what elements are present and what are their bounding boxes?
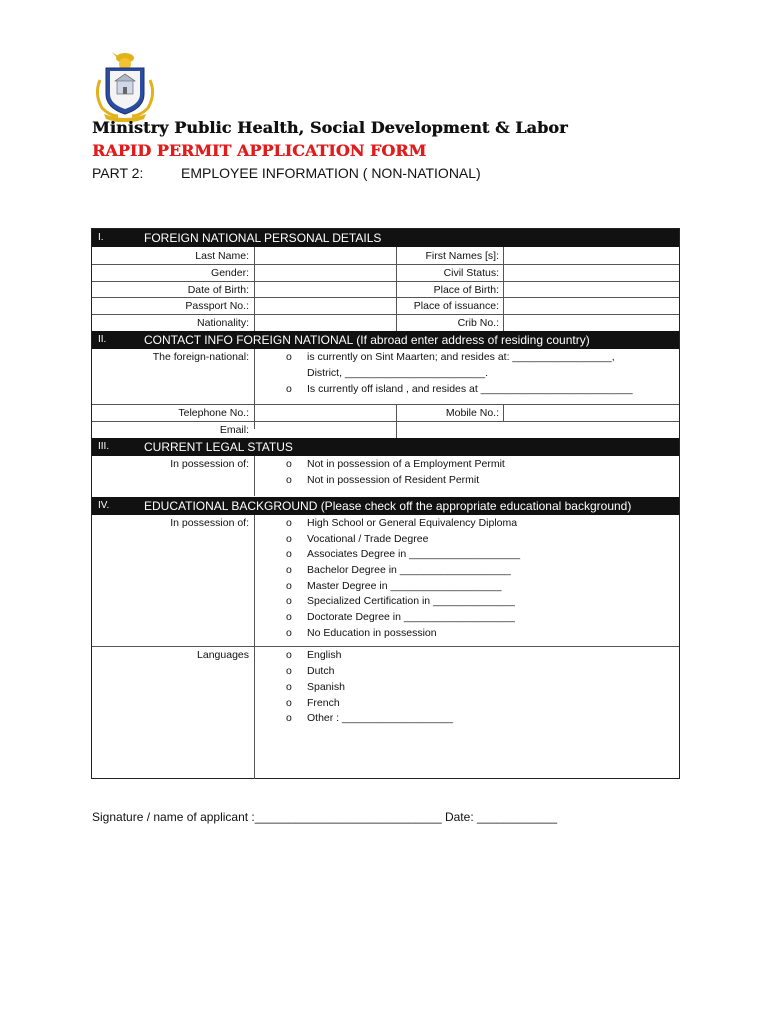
section-2-header [92, 331, 679, 349]
radio-bullet[interactable]: o [286, 627, 292, 639]
radio-bullet[interactable]: o [286, 697, 292, 709]
education-option: Master Degree in ___________________ [307, 580, 502, 592]
telephone-label: Telephone No.: [178, 407, 249, 419]
coat-of-arms-logo [88, 50, 162, 122]
section-title: CURRENT LEGAL STATUS [144, 440, 293, 454]
radio-bullet[interactable]: o [286, 564, 292, 576]
no-resident-permit-option: Not in possession of Resident Permit [307, 474, 480, 486]
date-of-birth-label: Date of Birth: [187, 284, 249, 296]
first-names-label: First Names [s]: [425, 250, 499, 262]
no-employment-permit-option: Not in possession of a Employment Permit [307, 458, 505, 470]
off-island-option: Is currently off island , and resides at __________________________ [307, 383, 633, 395]
section-number: II. [98, 334, 107, 345]
radio-bullet[interactable]: o [286, 611, 292, 623]
part-title: EMPLOYEE INFORMATION ( NON-NATIONAL) [181, 165, 481, 181]
radio-bullet[interactable]: o [286, 580, 292, 592]
radio-bullet[interactable]: o [286, 474, 292, 486]
place-of-birth-label: Place of Birth: [433, 284, 499, 296]
ministry-heading: Ministry Public Health, Social Development & Labor [92, 118, 568, 137]
education-option: Associates Degree in ___________________ [307, 548, 521, 560]
signature-line[interactable]: Signature / name of applicant :____________________________ Date: ____________ [92, 810, 558, 824]
radio-bullet[interactable]: o [286, 548, 292, 560]
resides-on-island-option: is currently on Sint Maarten; and resides at: _________________, [307, 351, 615, 363]
education-option: No Education in possession [307, 627, 437, 639]
language-option: Dutch [307, 665, 335, 677]
education-option: Vocational / Trade Degree [307, 533, 429, 545]
languages-label: Languages [197, 649, 249, 661]
legal-status-label: In possession of: [170, 458, 249, 470]
education-option: High School or General Equivalency Diploma [307, 517, 518, 529]
section-title: FOREIGN NATIONAL PERSONAL DETAILS [144, 231, 382, 245]
radio-bullet[interactable]: o [286, 383, 292, 395]
radio-bullet[interactable]: o [286, 649, 292, 661]
radio-bullet[interactable]: o [286, 665, 292, 677]
civil-status-label: Civil Status: [443, 267, 499, 279]
mobile-label: Mobile No.: [445, 407, 499, 419]
place-of-issuance-label: Place of issuance: [413, 300, 499, 312]
radio-bullet[interactable]: o [286, 595, 292, 607]
radio-bullet[interactable]: o [286, 351, 292, 363]
part-label: PART 2: [92, 165, 144, 181]
section-3-header [92, 438, 679, 456]
education-option: Specialized Certification in ______________ [307, 595, 515, 607]
nationality-label: Nationality: [197, 317, 249, 329]
education-option: Doctorate Degree in ___________________ [307, 611, 515, 623]
section-4-header [92, 497, 679, 515]
education-option: Bachelor Degree in ___________________ [307, 564, 511, 576]
language-option: Spanish [307, 681, 345, 693]
section-number: I. [98, 232, 104, 243]
gender-label: Gender: [211, 267, 249, 279]
crib-no-label: Crib No.: [457, 317, 499, 329]
radio-bullet[interactable]: o [286, 458, 292, 470]
district-line: District, ________________________. [307, 367, 488, 379]
section-title: CONTACT INFO FOREIGN NATIONAL (If abroad enter address of residing country) [144, 333, 590, 347]
last-name-label: Last Name: [195, 250, 249, 262]
language-option: French [307, 697, 340, 709]
radio-bullet[interactable]: o [286, 533, 292, 545]
language-option: English [307, 649, 342, 661]
section-1-header [92, 229, 679, 247]
foreign-national-label: The foreign-national: [152, 351, 249, 363]
section-number: III. [98, 441, 110, 452]
language-option: Other : ___________________ [307, 712, 453, 724]
section-number: IV. [98, 500, 110, 511]
passport-no-label: Passport No.: [185, 300, 249, 312]
form-title: RAPID PERMIT APPLICATION FORM [92, 141, 427, 160]
section-title: EDUCATIONAL BACKGROUND (Please check off the appropriate educational background) [144, 499, 632, 513]
education-label: In possession of: [170, 517, 249, 529]
application-table [91, 228, 680, 779]
radio-bullet[interactable]: o [286, 712, 292, 724]
radio-bullet[interactable]: o [286, 681, 292, 693]
email-label: Email: [219, 424, 249, 436]
radio-bullet[interactable]: o [286, 517, 292, 529]
